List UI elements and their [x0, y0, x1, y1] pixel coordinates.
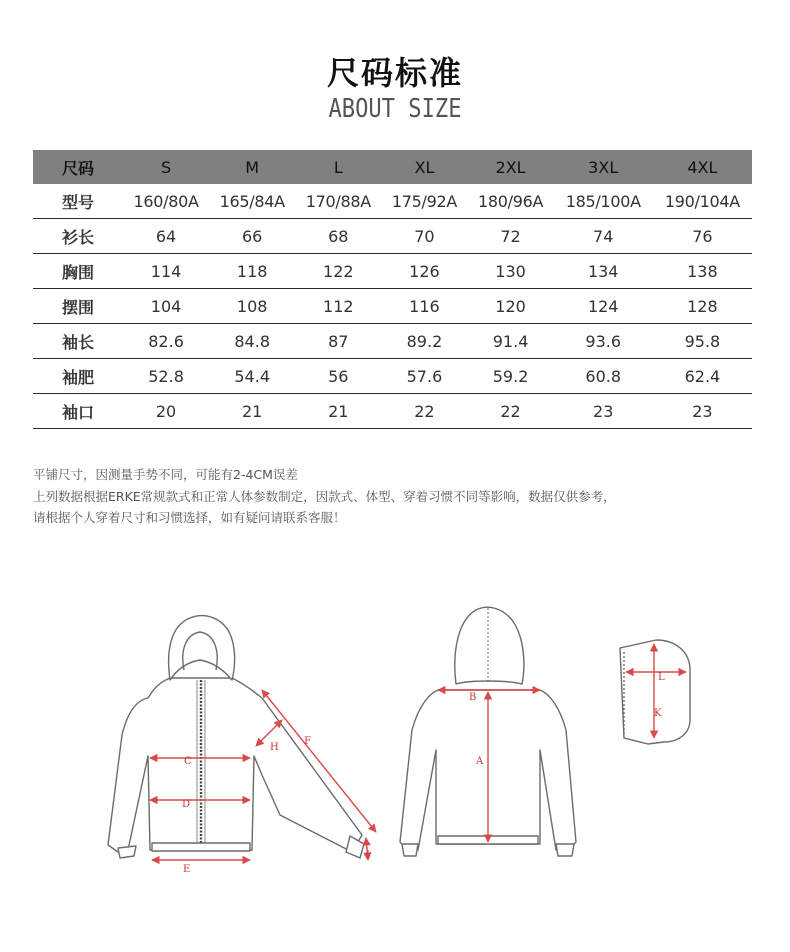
table-row — [33, 254, 752, 289]
table-cell: 56 — [295, 359, 381, 394]
column-header: XL — [381, 150, 467, 184]
label-f: F — [304, 736, 311, 747]
table-cell: 180/96A — [468, 184, 554, 219]
table-cell: 68 — [295, 219, 381, 254]
size-notes — [33, 464, 616, 529]
table-cell: 108 — [209, 289, 295, 324]
note-line: 请根据个人穿着尺寸和习惯选择，如有疑问请联系客服！ — [33, 510, 346, 525]
column-header: 尺码 — [33, 150, 123, 184]
table-cell: 160/80A — [123, 184, 209, 219]
table-cell: 130 — [468, 254, 554, 289]
row-label: 型号 — [33, 184, 123, 219]
table-row — [33, 289, 752, 324]
row-label: 袖肥 — [33, 359, 123, 394]
label-e: E — [183, 864, 191, 875]
table-cell: 62.4 — [653, 359, 752, 394]
table-cell: 60.8 — [554, 359, 653, 394]
note-line: 上列数据根据ERKE常规款式和正常人体参数制定，因款式、体型、穿着习惯不同等影响，数据仅供参考， — [33, 488, 616, 504]
table-cell: 70 — [381, 219, 467, 254]
column-header: L — [295, 150, 381, 184]
table-cell: 22 — [381, 394, 467, 429]
table-cell: 126 — [381, 254, 467, 289]
table-cell: 82.6 — [123, 324, 209, 359]
table-cell: 118 — [209, 254, 295, 289]
row-label: 胸围 — [33, 254, 123, 289]
table-cell: 120 — [468, 289, 554, 324]
table-cell: 91.4 — [468, 324, 554, 359]
row-label: 衫长 — [33, 219, 123, 254]
size-table — [33, 150, 752, 429]
table-cell: 52.8 — [123, 359, 209, 394]
table-cell: 23 — [554, 394, 653, 429]
table-cell: 114 — [123, 254, 209, 289]
table-cell: 128 — [653, 289, 752, 324]
table-cell: 21 — [209, 394, 295, 429]
measurement-diagram — [0, 560, 790, 890]
table-cell: 20 — [123, 394, 209, 429]
table-cell: 124 — [554, 289, 653, 324]
label-a: A — [476, 756, 484, 767]
table-row — [33, 394, 752, 429]
table-cell: 64 — [123, 219, 209, 254]
table-row — [33, 324, 752, 359]
size-table-header-row — [33, 150, 752, 184]
column-header: 3XL — [554, 150, 653, 184]
table-row — [33, 219, 752, 254]
table-cell: 87 — [295, 324, 381, 359]
table-cell: 175/92A — [381, 184, 467, 219]
row-label: 袖口 — [33, 394, 123, 429]
column-header: 2XL — [468, 150, 554, 184]
page-subtitle: ABOUT SIZE — [328, 94, 462, 124]
note-line: 平铺尺寸，因测量手势不同，可能有2-4CM误差 — [33, 467, 298, 482]
table-cell: 185/100A — [554, 184, 653, 219]
table-cell: 95.8 — [653, 324, 752, 359]
label-c: C — [184, 756, 192, 767]
table-cell: 54.4 — [209, 359, 295, 394]
table-cell: 93.6 — [554, 324, 653, 359]
table-cell: 76 — [653, 219, 752, 254]
label-h: H — [270, 742, 279, 753]
table-cell: 22 — [468, 394, 554, 429]
table-cell: 190/104A — [653, 184, 752, 219]
table-cell: 165/84A — [209, 184, 295, 219]
table-row — [33, 359, 752, 394]
column-header: 4XL — [653, 150, 752, 184]
label-i: I — [366, 850, 370, 861]
table-cell: 57.6 — [381, 359, 467, 394]
table-cell: 72 — [468, 219, 554, 254]
table-cell: 134 — [554, 254, 653, 289]
label-d: D — [182, 799, 191, 810]
table-cell: 59.2 — [468, 359, 554, 394]
table-cell: 74 — [554, 219, 653, 254]
label-b: B — [469, 692, 477, 703]
page-title: 尺码标准 — [326, 54, 463, 92]
table-cell: 138 — [653, 254, 752, 289]
column-header: S — [123, 150, 209, 184]
column-header: M — [209, 150, 295, 184]
table-cell: 84.8 — [209, 324, 295, 359]
table-cell: 104 — [123, 289, 209, 324]
row-label: 袖长 — [33, 324, 123, 359]
hood-detail-illustration — [620, 640, 690, 744]
table-cell: 21 — [295, 394, 381, 429]
row-label: 摆围 — [33, 289, 123, 324]
table-cell: 112 — [295, 289, 381, 324]
table-cell: 170/88A — [295, 184, 381, 219]
table-cell: 122 — [295, 254, 381, 289]
label-k: K — [654, 708, 662, 719]
jacket-front-illustration — [108, 616, 364, 858]
table-cell: 89.2 — [381, 324, 467, 359]
table-cell: 23 — [653, 394, 752, 429]
table-row — [33, 184, 752, 219]
label-l: L — [658, 672, 665, 683]
table-cell: 66 — [209, 219, 295, 254]
table-cell: 116 — [381, 289, 467, 324]
